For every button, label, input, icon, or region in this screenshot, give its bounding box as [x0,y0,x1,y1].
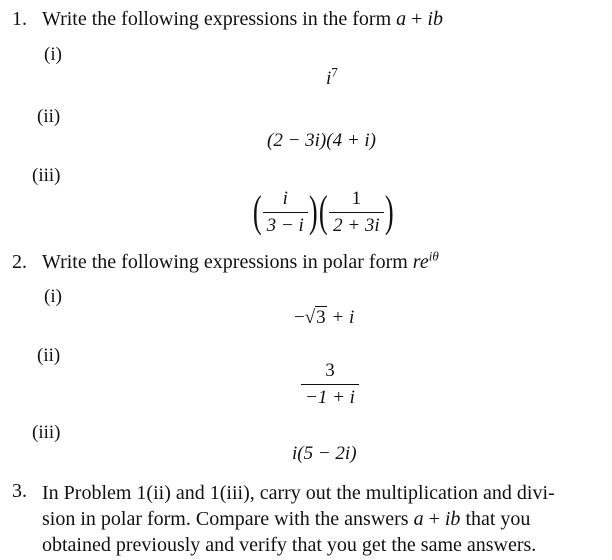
fraction-3-numerator: 3 [325,360,335,381]
problem-1-instruction: Write the following expressions in the form [42,8,392,30]
part-1-iii-label: (iii) [32,165,61,186]
power-base: i [326,68,332,89]
part-2-i-expression [294,307,354,329]
problem-3-text [42,480,555,558]
problem-3-line-2-tail: that you [465,508,531,530]
problem-2-number: 2. [12,251,27,273]
sqrt-radicand: 3 [316,307,326,328]
problem-1-text [42,8,443,31]
fraction-3 [301,360,359,409]
right-paren: ) [384,187,394,236]
form-a: a [413,508,424,530]
problem-2-text [42,248,439,274]
form-plus: + [411,8,423,30]
fraction-3-denominator: −1 + i [301,384,359,409]
fraction-1-denominator: 3 − i [263,212,308,237]
part-2-ii-expression [301,360,359,409]
fraction-1 [263,188,308,237]
power-exponent: 7 [331,64,338,80]
problem-3-line-1: In Problem 1(ii) and 1(iii), carry out the multiplication and divi- [42,482,555,504]
fraction-2-denominator: 2 + 3i [329,212,384,237]
part-1-iii-expression [252,186,394,238]
right-paren: ) [308,187,318,236]
form-ib: ib [427,8,443,30]
sqrt-rest: + i [331,307,355,328]
sqrt-sign: √ [304,307,316,328]
part-2-iii-expression: i(5 − 2i) [292,443,357,464]
left-paren: ( [319,187,329,236]
fraction-2-numerator: 1 [351,187,362,209]
problem-3-line-3: obtained previously and verify that you get the same answers. [42,534,537,556]
part-1-i-expression [326,64,338,90]
part-2-i-label: (i) [44,286,62,307]
polar-exponent: iθ [428,248,439,264]
part-1-i-label: (i) [44,44,62,65]
problem-3-line-2-text: sion in polar form. Compare with the answers [42,508,409,530]
problem-3-line-2 [42,506,555,532]
part-2-iii-label: (iii) [32,422,61,443]
problem-1-number: 1. [12,8,27,30]
fraction-2 [329,188,384,237]
form-a: a [396,8,407,30]
problem-2-instruction: Write the following expressions in polar form [42,251,408,273]
form-plus: + [428,508,440,530]
left-paren: ( [252,187,262,236]
problem-3-number: 3. [12,480,27,502]
part-1-ii-expression: (2 − 3i)(4 + i) [267,130,377,151]
part-1-ii-label: (ii) [37,106,61,127]
polar-e: e [419,251,429,273]
form-ib: ib [444,508,461,530]
part-2-ii-label: (ii) [37,345,61,366]
polar-r: r [412,251,420,273]
minus-sign: − [294,307,305,328]
fraction-1-numerator: i [282,187,288,209]
